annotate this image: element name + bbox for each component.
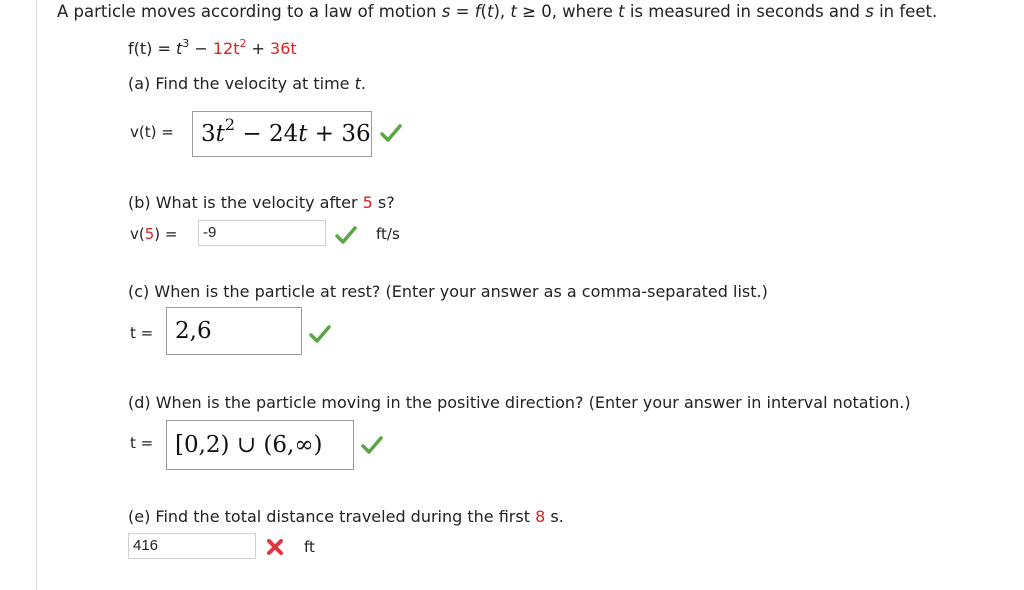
- part-b-label: v(5) =: [130, 225, 178, 243]
- part-e-unit: ft: [304, 538, 315, 556]
- part-e-question: (e) Find the total distance traveled during the first 8 s.: [128, 507, 564, 526]
- part-a-label: v(t) =: [130, 123, 174, 141]
- function-definition: $f(t) = t^3 - 12t^2 + 36t$: [128, 37, 297, 58]
- part-d-label: t =: [130, 434, 154, 452]
- checkmark-icon: [309, 325, 331, 343]
- checkmark-icon: [380, 124, 402, 142]
- part-c-question: (c) When is the particle at rest? (Enter your answer as a comma-separated list.): [128, 282, 768, 301]
- problem-statement: A particle moves according to a law of motion s = f(t), t ≥ 0, where t is measured in seconds and s in feet.: [57, 2, 938, 21]
- part-a-answer-field[interactable]: $3t^2 - 24t + 36$: [192, 111, 372, 157]
- part-c-label: t =: [130, 324, 154, 342]
- part-b-question: (b) What is the velocity after 5 s?: [128, 193, 395, 212]
- checkmark-icon: [335, 226, 357, 244]
- left-divider: [36, 0, 37, 590]
- part-d-answer-field[interactable]: [0,2) ∪ (6,∞): [166, 420, 354, 470]
- part-b-answer-field[interactable]: -9: [198, 220, 326, 246]
- cross-icon: [266, 538, 284, 556]
- part-b-unit: ft/s: [376, 225, 400, 243]
- part-e-answer-field[interactable]: 416: [128, 533, 256, 559]
- checkmark-icon: [361, 436, 383, 454]
- part-a-question: (a) Find the velocity at time t.: [128, 74, 366, 93]
- part-c-answer-field[interactable]: 2,6: [166, 307, 302, 355]
- part-d-question: (d) When is the particle moving in the positive direction? (Enter your answer in interval notation.): [128, 393, 911, 412]
